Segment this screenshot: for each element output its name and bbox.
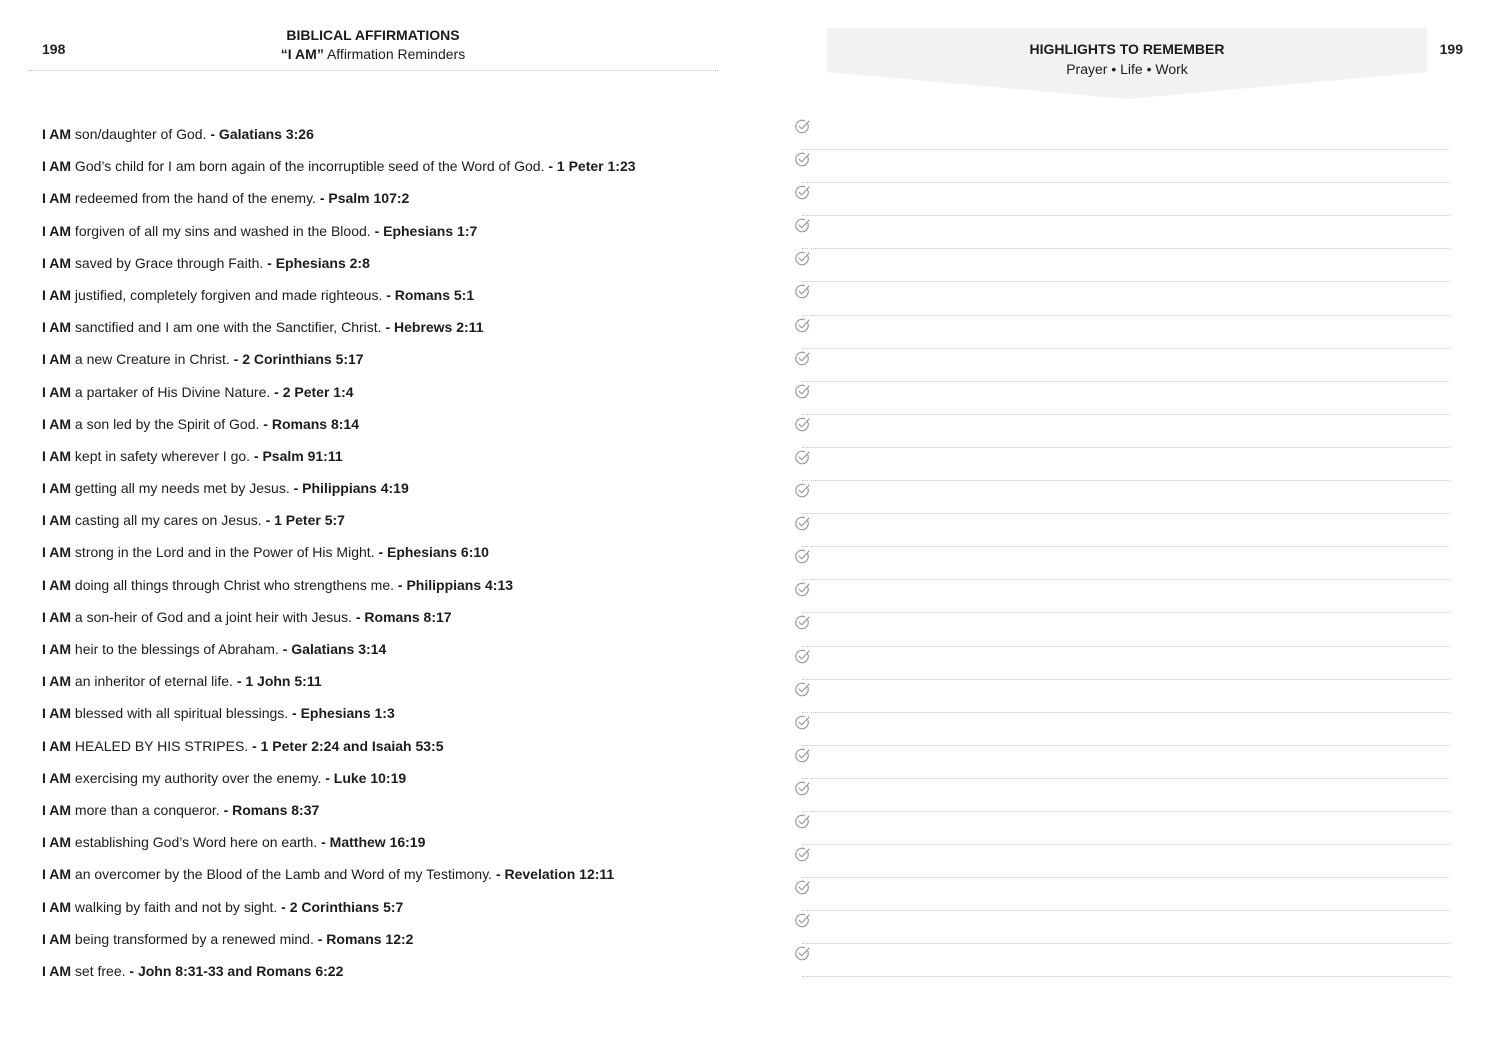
affirmation-item [42, 543, 636, 575]
affirmation-item [42, 511, 636, 543]
affirmation-reference: - Hebrews 2:11 [385, 319, 484, 336]
check-circle-icon[interactable] [794, 383, 811, 400]
affirmation-item [42, 833, 636, 865]
affirmation-text: an overcomer by the Blood of the Lamb and Word of my Testimony. [71, 866, 496, 883]
affirmation-reference: - Romans 8:37 [223, 801, 320, 818]
checklist-row[interactable] [794, 812, 1450, 845]
affirmation-lead: I AM [42, 544, 72, 561]
check-circle-icon[interactable] [794, 780, 811, 797]
header-subtitle-rest: Affirmation Reminders [323, 46, 466, 62]
affirmation-reference: - Romans 8:17 [355, 608, 452, 625]
affirmation-item [42, 898, 636, 930]
checklist-row[interactable] [794, 481, 1450, 514]
affirmation-lead: I AM [42, 222, 72, 239]
affirmation-text: getting all my needs met by Jesus. [71, 480, 294, 497]
affirmation-reference: - Galatians 3:14 [282, 641, 387, 657]
checklist-row[interactable] [794, 547, 1450, 580]
affirmation-item [42, 576, 636, 608]
affirmation-reference: - 2 Corinthians 5:7 [281, 898, 404, 915]
checklist-row[interactable] [794, 349, 1450, 382]
check-circle-icon[interactable] [794, 846, 811, 863]
checklist-row[interactable] [794, 150, 1450, 183]
write-line[interactable] [802, 976, 1450, 977]
affirmation-lead: I AM [42, 769, 72, 786]
check-circle-icon[interactable] [794, 581, 811, 598]
affirmation-item [42, 737, 636, 769]
checklist-row[interactable] [794, 448, 1450, 481]
check-circle-icon[interactable] [794, 416, 811, 433]
affirmation-item [42, 930, 636, 962]
affirmation-lead: I AM [42, 737, 72, 754]
checklist-row[interactable] [794, 183, 1450, 216]
affirmation-lead: I AM [42, 158, 72, 175]
affirmation-reference: - Romans 12:2 [317, 930, 414, 947]
checklist-row[interactable] [794, 845, 1450, 878]
banner-subtitle: Prayer • Life • Work [1066, 61, 1188, 77]
affirmation-reference: - Revelation 12:11 [495, 866, 615, 883]
affirmation-lead: I AM [42, 641, 72, 657]
affirmation-text: strong in the Lord and in the Power of His Might. [71, 544, 379, 561]
check-circle-icon[interactable] [794, 648, 811, 665]
affirmation-reference: - Matthew 16:19 [321, 834, 426, 851]
checklist-row[interactable] [794, 944, 1450, 977]
affirmation-text: walking by faith and not by sight. [71, 898, 282, 915]
checklist-row[interactable] [794, 282, 1450, 315]
affirmation-lead: I AM [42, 673, 72, 690]
affirmation-text: sanctified and I am one with the Sanctifier, Christ. [71, 319, 386, 336]
check-circle-icon[interactable] [794, 449, 811, 466]
checklist-row[interactable] [794, 746, 1450, 779]
affirmation-lead: I AM [42, 319, 72, 336]
check-circle-icon[interactable] [794, 747, 811, 764]
affirmation-lead: I AM [42, 383, 72, 400]
checklist-row[interactable] [794, 117, 1450, 150]
affirmation-reference: - Ephesians 1:7 [374, 222, 478, 239]
affirmation-item [42, 286, 636, 318]
checklist-row[interactable] [794, 316, 1450, 349]
affirmation-text: saved by Grace through Faith. [71, 254, 268, 271]
affirmation-reference: - Psalm 91:11 [253, 447, 343, 464]
affirmation-item [42, 157, 636, 189]
affirmation-text: exercising my authority over the enemy. [71, 769, 326, 786]
checklist-row[interactable] [794, 415, 1450, 448]
affirmation-reference: - Luke 10:19 [325, 769, 407, 786]
affirmation-text: heir to the blessings of Abraham. [71, 641, 283, 657]
checklist-row[interactable] [794, 911, 1450, 944]
affirmation-item [42, 254, 636, 286]
check-circle-icon[interactable] [794, 250, 811, 267]
check-circle-icon[interactable] [794, 614, 811, 631]
check-circle-icon[interactable] [794, 912, 811, 929]
affirmation-item [42, 608, 636, 640]
header-subtitle [28, 46, 718, 62]
affirmation-item [42, 865, 636, 897]
affirmation-item [42, 415, 636, 447]
affirmation-lead: I AM [42, 866, 72, 883]
page-number-right: 199 [1439, 41, 1463, 57]
affirmation-lead: I AM [42, 190, 72, 207]
check-circle-icon[interactable] [794, 151, 811, 168]
affirmation-item [42, 447, 636, 479]
check-circle-icon[interactable] [794, 681, 811, 698]
affirmation-item [42, 640, 636, 672]
checklist-row[interactable] [794, 514, 1450, 547]
affirmation-lead: I AM [42, 576, 72, 593]
affirmation-lead: I AM [42, 930, 72, 947]
affirmation-item [42, 479, 636, 511]
affirmation-text: a partaker of His Divine Nature. [71, 383, 275, 400]
highlights-checklist [794, 117, 1450, 977]
affirmation-reference: - 1 John 5:11 [236, 673, 322, 690]
affirmation-reference: - 2 Corinthians 5:17 [233, 351, 364, 368]
affirmation-lead: I AM [42, 351, 72, 368]
highlights-banner [827, 28, 1427, 100]
check-circle-icon[interactable] [794, 813, 811, 830]
affirmation-reference: - Philippians 4:19 [293, 480, 409, 497]
checklist-row[interactable] [794, 680, 1450, 713]
affirmation-item [42, 704, 636, 736]
affirmation-lead: I AM [42, 608, 72, 625]
affirmation-lead: I AM [42, 480, 72, 497]
affirmation-text: casting all my cares on Jesus. [71, 512, 266, 529]
affirmation-reference: - 1 Peter 2:24 and Isaiah 53:5 [252, 737, 444, 754]
affirmation-item [42, 189, 636, 221]
affirmation-reference: - Ephesians 6:10 [378, 544, 489, 561]
affirmation-text: HEALED BY HIS STRIPES. [71, 737, 253, 754]
affirmation-item [42, 383, 636, 415]
checklist-row[interactable] [794, 382, 1450, 415]
affirmation-reference: - 1 Peter 5:7 [265, 512, 345, 529]
affirmation-text: an inheritor of eternal life. [71, 673, 237, 690]
affirmation-item [42, 318, 636, 350]
affirmation-item [42, 962, 636, 994]
right-page [750, 0, 1500, 1064]
checklist-row[interactable] [794, 216, 1450, 249]
check-circle-icon[interactable] [794, 283, 811, 300]
affirmation-lead: I AM [42, 286, 72, 303]
affirmation-reference: - Psalm 107:2 [319, 190, 410, 207]
header-title: BIBLICAL AFFIRMATIONS [286, 27, 460, 43]
affirmation-item [42, 125, 636, 157]
check-circle-icon[interactable] [794, 217, 811, 234]
affirmation-lead: I AM [42, 415, 72, 432]
affirmation-lead: I AM [42, 126, 72, 142]
check-circle-icon[interactable] [794, 548, 811, 565]
checklist-row[interactable] [794, 580, 1450, 613]
affirmation-item [42, 672, 636, 704]
affirmation-list [42, 125, 636, 994]
checklist-row[interactable] [794, 878, 1450, 911]
affirmation-text: establishing God’s Word here on earth. [71, 834, 322, 851]
affirmation-lead: I AM [42, 801, 72, 818]
affirmation-item [42, 801, 636, 833]
affirmation-text: redeemed from the hand of the enemy. [71, 190, 320, 207]
check-circle-icon[interactable] [794, 350, 811, 367]
affirmation-text: justified, completely forgiven and made righteous. [71, 286, 387, 303]
affirmation-text: being transformed by a renewed mind. [71, 930, 318, 947]
affirmation-item [42, 222, 636, 254]
checklist-row[interactable] [794, 779, 1450, 812]
checklist-row[interactable] [794, 647, 1450, 680]
affirmation-text: forgiven of all my sins and washed in the Blood. [71, 222, 375, 239]
check-circle-icon[interactable] [794, 515, 811, 532]
affirmation-text: kept in safety wherever I go. [71, 447, 254, 464]
left-page-header [28, 27, 718, 71]
affirmation-lead: I AM [42, 512, 72, 529]
affirmation-reference: - Galatians 3:26 [210, 126, 314, 142]
affirmation-reference: - Romans 8:14 [263, 415, 359, 432]
affirmation-text: a son led by the Spirit of God. [71, 415, 264, 432]
affirmation-reference: - John 8:31-33 and Romans 6:22 [129, 962, 344, 979]
checklist-row[interactable] [794, 249, 1450, 282]
check-circle-icon[interactable] [794, 317, 811, 334]
affirmation-reference: - 2 Peter 1:4 [274, 383, 354, 400]
affirmation-lead: I AM [42, 834, 72, 851]
affirmation-reference: - 1 Peter 1:23 [548, 158, 636, 175]
affirmation-reference: - Ephesians 1:3 [292, 705, 395, 722]
affirmation-lead: I AM [42, 962, 72, 979]
affirmation-text: set free. [71, 962, 130, 979]
affirmation-item [42, 769, 636, 801]
banner-title: HIGHLIGHTS TO REMEMBER [1029, 41, 1225, 57]
affirmation-text: a new Creature in Christ. [71, 351, 234, 368]
affirmation-text: son/daughter of God. [71, 126, 211, 142]
affirmation-text: more than a conqueror. [71, 801, 224, 818]
affirmation-reference: - Philippians 4:13 [397, 576, 514, 593]
affirmation-text: a son-heir of God and a joint heir with Jesus. [71, 608, 356, 625]
affirmation-lead: I AM [42, 898, 72, 915]
affirmation-item [42, 350, 636, 382]
check-circle-icon[interactable] [794, 184, 811, 201]
affirmation-lead: I AM [42, 447, 72, 464]
header-subtitle-bold: “I AM” [280, 46, 324, 62]
page-number-left: 198 [42, 41, 66, 57]
affirmation-text: God’s child for I am born again of the incorruptible seed of the Word of God. [71, 158, 549, 175]
check-circle-icon[interactable] [794, 118, 811, 135]
check-circle-icon[interactable] [794, 482, 811, 499]
check-circle-icon[interactable] [794, 945, 811, 962]
affirmation-text: doing all things through Christ who strengthens me. [71, 576, 398, 593]
affirmation-lead: I AM [42, 705, 72, 722]
affirmation-reference: - Romans 5:1 [386, 286, 475, 303]
affirmation-text: blessed with all spiritual blessings. [71, 705, 293, 722]
checklist-row[interactable] [794, 613, 1450, 646]
checklist-row[interactable] [794, 713, 1450, 746]
affirmation-reference: - Ephesians 2:8 [267, 254, 370, 271]
check-circle-icon[interactable] [794, 879, 811, 896]
check-circle-icon[interactable] [794, 714, 811, 731]
affirmation-lead: I AM [42, 254, 72, 271]
